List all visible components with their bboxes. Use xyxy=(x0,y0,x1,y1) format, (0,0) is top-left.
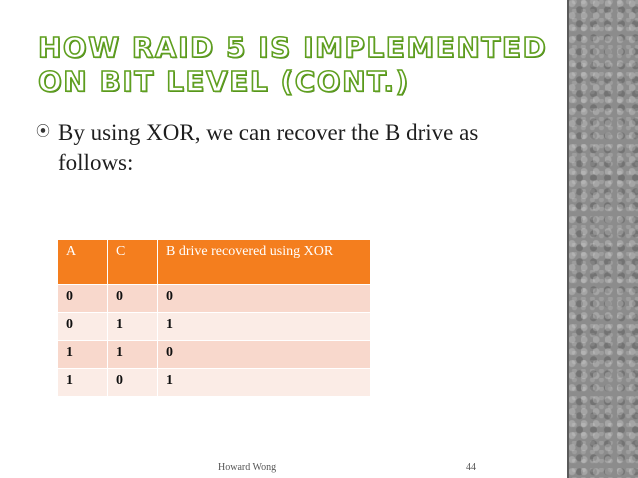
footer-author: Howard Wong xyxy=(218,462,277,473)
table-row xyxy=(58,285,371,313)
cell-c: 1 xyxy=(108,313,158,341)
header-a: A xyxy=(58,240,108,285)
cell-b: 0 xyxy=(158,341,371,369)
header-c: C xyxy=(108,240,158,285)
table-row xyxy=(58,341,371,369)
cell-b: 1 xyxy=(158,313,371,341)
title-line-2: ON BIT LEVEL (CONT.) xyxy=(38,65,410,98)
bullet-point xyxy=(36,118,536,178)
table-row xyxy=(58,313,371,341)
bullet-text: By using XOR, we can recover the B drive as follows: xyxy=(58,120,479,175)
slide-title xyxy=(38,31,558,99)
table-row xyxy=(58,369,371,397)
cell-c: 0 xyxy=(108,369,158,397)
right-decorative-band xyxy=(569,0,638,478)
xor-table xyxy=(57,239,371,397)
title-line-1: HOW RAID 5 IS IMPLEMENTED xyxy=(38,31,548,64)
circled-bullet-icon: ⦿ xyxy=(36,125,50,140)
cell-c: 1 xyxy=(108,341,158,369)
cell-b: 1 xyxy=(158,369,371,397)
header-b-recovered: B drive recovered using XOR xyxy=(158,240,371,285)
cell-a: 0 xyxy=(58,313,108,341)
cell-a: 1 xyxy=(58,341,108,369)
page-number: 44 xyxy=(466,462,476,473)
cell-c: 0 xyxy=(108,285,158,313)
cell-a: 0 xyxy=(58,285,108,313)
cell-a: 1 xyxy=(58,369,108,397)
cell-b: 0 xyxy=(158,285,371,313)
table-header-row xyxy=(58,240,371,285)
